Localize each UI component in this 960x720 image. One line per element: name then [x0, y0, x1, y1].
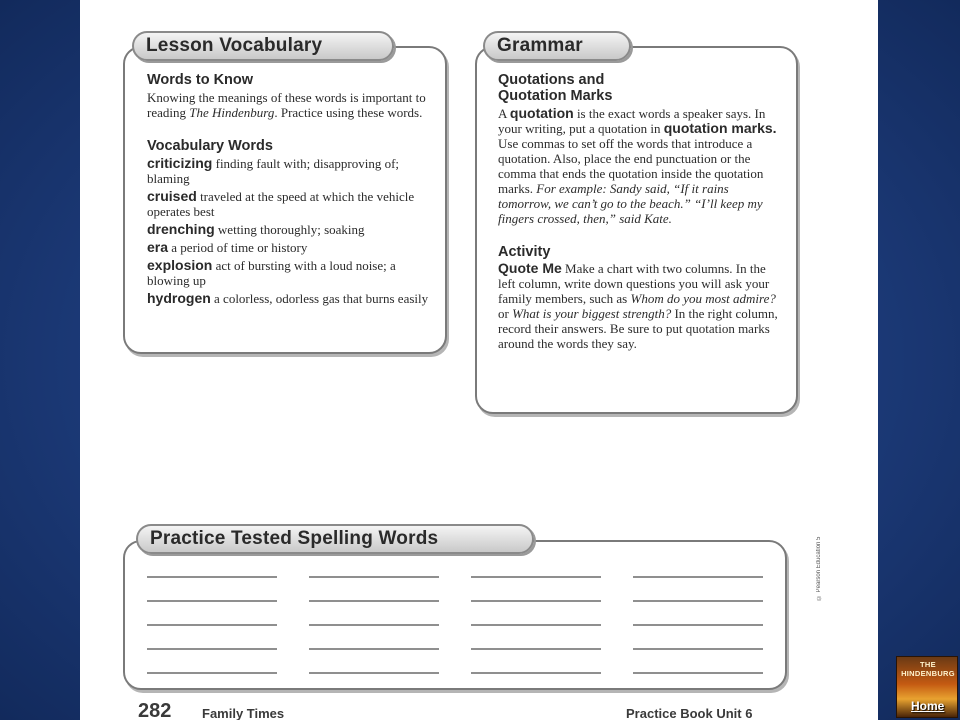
spelling-line[interactable]	[309, 576, 439, 578]
footer-practice-book: Practice Book Unit 6	[626, 706, 753, 720]
spelling-tab: Practice Tested Spelling Words	[136, 524, 534, 554]
vocab-item: explosion act of bursting with a loud noise; a blowing up	[147, 257, 396, 288]
vocab-intro: Knowing the meanings of these words is important to reading The Hindenburg. Practice using these words.	[147, 90, 426, 120]
home-link[interactable]: Home	[911, 699, 945, 713]
vocab-item: criticizing finding fault with; disapproving of; blaming	[147, 155, 400, 186]
spelling-line[interactable]	[633, 600, 763, 602]
spelling-line[interactable]	[309, 624, 439, 626]
spelling-line[interactable]	[633, 648, 763, 650]
spelling-line[interactable]	[147, 648, 277, 650]
spelling-line[interactable]	[633, 624, 763, 626]
spelling-line[interactable]	[471, 624, 601, 626]
home-book-thumbnail[interactable]	[896, 656, 958, 718]
grammar-tab: Grammar	[483, 31, 631, 61]
vocab-item: cruised traveled at the speed at which the vehicle operates best	[147, 188, 415, 219]
quotation-explanation: A quotation is the exact words a speaker says. In your writing, put a quotation in quotation marks. Use commas to set off the words that introduce a quotation. Also, place the end punctuation or the comma that ends the quotation inside the quotation marks. For example: Sandy said, “If it rains tomorrow, we can’t go to the beach.” “I’ll keep my fingers crossed, then,” said Kate.	[498, 105, 777, 226]
spelling-line[interactable]	[147, 600, 277, 602]
footer-family-times: Family Times	[202, 706, 285, 720]
vocabulary-words-heading: Vocabulary Words	[147, 138, 273, 154]
quotations-heading: Quotations and Quotation Marks	[498, 72, 613, 104]
spelling-panel	[123, 540, 787, 690]
spelling-line[interactable]	[471, 648, 601, 650]
spelling-line[interactable]	[309, 672, 439, 674]
spelling-line[interactable]	[147, 624, 277, 626]
book-cover-title: THE HINDENBURG	[901, 660, 955, 678]
activity-heading: Activity	[498, 244, 551, 260]
spelling-line[interactable]	[309, 648, 439, 650]
spelling-line[interactable]	[147, 672, 277, 674]
vocab-item: hydrogen a colorless, odorless gas that burns easily	[147, 290, 429, 306]
vocab-item: era a period of time or history	[147, 239, 308, 255]
spelling-line[interactable]	[633, 576, 763, 578]
page-number: 282	[138, 700, 172, 720]
spelling-line[interactable]	[309, 600, 439, 602]
words-to-know-heading: Words to Know	[147, 72, 254, 88]
copyright-notice: © Pearson Education 5	[816, 536, 822, 600]
lesson-vocabulary-panel	[123, 46, 447, 354]
lesson-vocabulary-tab: Lesson Vocabulary	[132, 31, 394, 61]
spelling-line[interactable]	[471, 672, 601, 674]
worksheet-page	[80, 0, 878, 720]
spelling-line[interactable]	[633, 672, 763, 674]
spelling-line[interactable]	[471, 576, 601, 578]
vocabulary-list	[147, 156, 432, 306]
spelling-line[interactable]	[471, 600, 601, 602]
spelling-line[interactable]	[147, 576, 277, 578]
grammar-panel	[475, 46, 798, 414]
vocab-item: drenching wetting thoroughly; soaking	[147, 221, 365, 237]
activity-text: Quote Me Make a chart with two columns. In the left column, write down questions you will ask your family members, such as Whom do you most admire? or What is your biggest strength? In the right column, record their answers. Be sure to put quotation marks around the words they say.	[498, 260, 778, 351]
